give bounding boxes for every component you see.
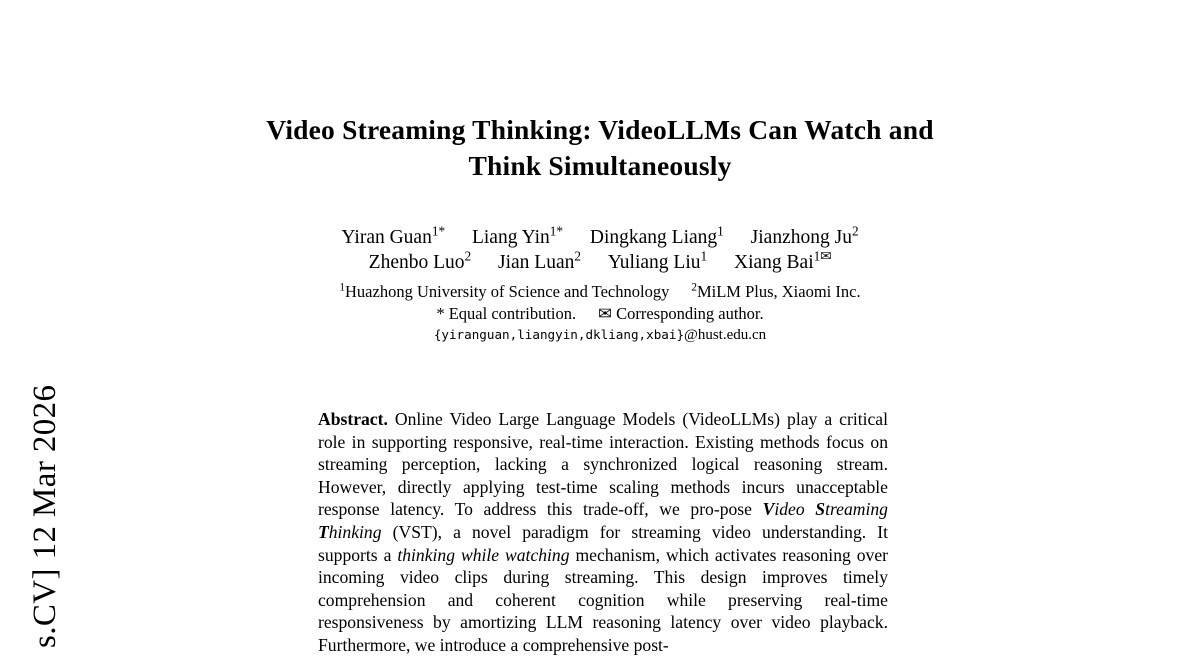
contact-email <box>250 327 950 344</box>
author: Liang Yin$^{1*}$ <box>471 223 564 248</box>
author: Dingkang Liang$^1$ <box>589 223 724 248</box>
affiliation-text: MiLM Plus, Xiaomi Inc. <box>696 282 861 301</box>
abstract <box>318 408 888 657</box>
author-affil-marker: 1✉ <box>813 248 832 264</box>
author-list <box>250 225 950 275</box>
author-affil-marker: 2 <box>464 248 472 264</box>
abstract-label: Abstract. <box>318 409 388 429</box>
abstract-text-1: Online Video Large Language Models (VideoLLMs) play a critical role in supporting responsive, real-time interaction. Existing methods focus on streaming perception, lacking a synchronized logical reasoning stream. However, directly applying test-time scaling methods incurs unacceptable response latency. To address this trade-off, we pro-pose <box>318 409 888 520</box>
author: Jian Luan$^2$ <box>498 248 581 273</box>
vst-ideo: ideo <box>774 499 816 520</box>
envelope-icon: ✉ <box>598 304 612 323</box>
affil-marker: 2 <box>691 281 697 294</box>
arxiv-stamp <box>10 0 80 648</box>
author-affil-marker: 2 <box>574 248 581 264</box>
author-notes <box>250 303 950 325</box>
author: Jianzhong Ju$^2$ <box>750 223 859 248</box>
equal-contribution-note: * Equal contribution. <box>436 304 577 323</box>
affiliation-text: Huazhong University of Science and Technology <box>345 282 670 301</box>
author-affil-marker: 1 <box>717 223 724 239</box>
author: Yiran Guan$^{1*}$ <box>341 223 446 248</box>
email-local-part: {yiranguan,liangyin,dkliang,xbai} <box>433 327 685 342</box>
affiliation-row <box>250 281 950 303</box>
vst-t: T <box>318 521 329 542</box>
arxiv-stamp-text: s.CV] 12 Mar 2026 <box>26 384 63 648</box>
author-affil-marker: 1 <box>700 248 708 264</box>
abstract-text-3: mechanism, which activates reasoning over incoming video clips during streaming. This design improves timely comprehension and coherent cognition while preserving real-time responsiveness by amortizing LLM reasoning latency over video playback. Furthermore, we introduce a comprehensive post- <box>318 544 888 655</box>
email-domain: @hust.edu.cn <box>684 327 767 343</box>
author-affil-marker: 1* <box>549 223 564 239</box>
author: Zhenbo Luo$^2$ <box>368 248 472 273</box>
affil-marker: 1 <box>339 281 346 294</box>
page-title: Video Streaming Thinking: VideoLLMs Can Watch and Think Simultaneously <box>266 114 934 181</box>
author: Xiang Bai$^{1✉}$ <box>734 248 832 273</box>
vst-v: V <box>762 499 775 520</box>
author-row <box>250 225 950 250</box>
vst-s: S <box>815 499 826 520</box>
author-affil-marker: 2 <box>851 223 859 239</box>
author-row <box>250 250 950 275</box>
author: Yuliang Liu$^1$ <box>607 248 708 273</box>
abstract-text-2: (VST), a novel paradigm for streaming video understanding. It supports a <box>318 521 888 565</box>
affiliations <box>250 281 950 325</box>
abstract-emphasis-thinking-while-watching: thinking while watching <box>397 544 570 565</box>
vst-treaming: treaming <box>825 499 888 520</box>
vst-hinking: hinking <box>328 521 382 542</box>
corresponding-author-note: Corresponding author. <box>616 304 764 323</box>
author-affil-marker: 1* <box>431 223 446 239</box>
